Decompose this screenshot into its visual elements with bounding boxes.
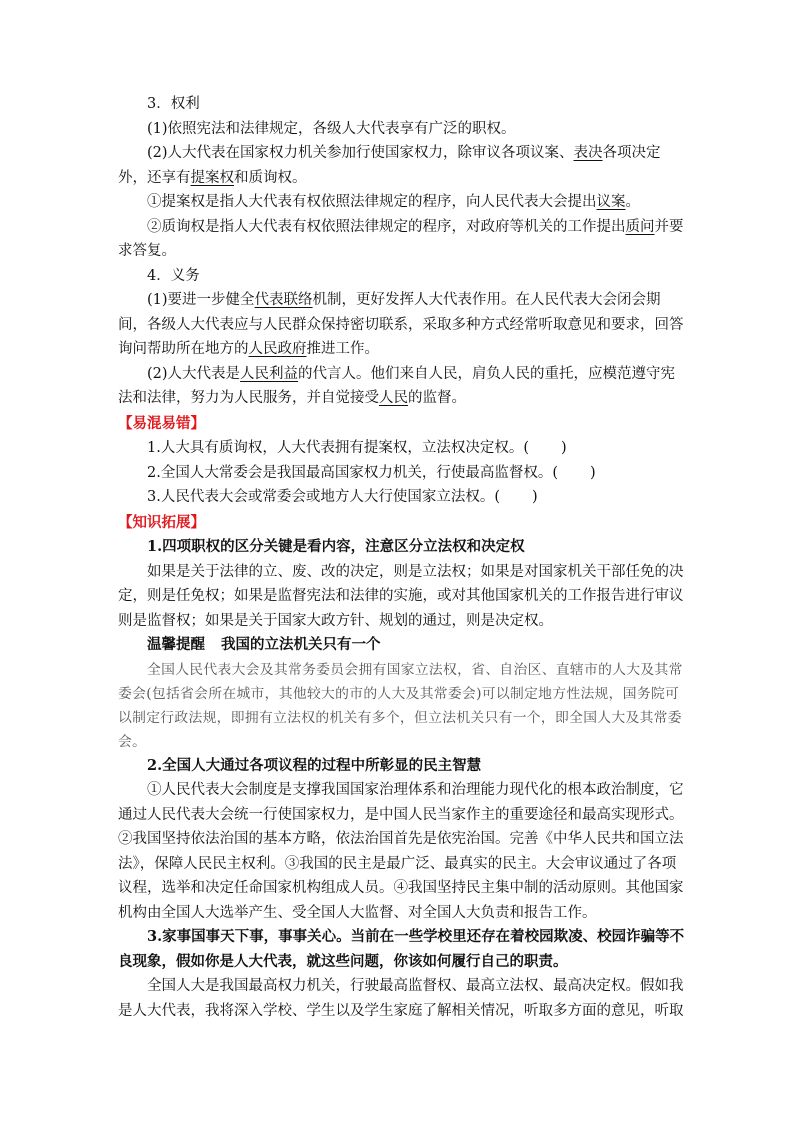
- underlined-term-people-interest: 人民利益: [240, 365, 299, 382]
- underlined-term-vote: 表决: [573, 145, 603, 161]
- tip-body: 全国人民代表大会及其常务委员会拥有国家立法权，省、自治区、直辖市的人大及其常委会(包括省会所在城市，其他较大的市的人大及其常委会)可以制定地方性法规，国务院可以制定行政法规，即拥有立法权的机关有多个，但立法机关只有一个，即全国人大及其常委会。: [118, 661, 683, 750]
- underlined-term-proposal-right: 提案权: [190, 169, 234, 186]
- extension-section-2-heading: 2.全国人大通过各项议程的过程中所彰显的民主智慧: [147, 756, 482, 774]
- confusion-question-3: 3.人民代表大会或常委会或地方人大行使国家立法权。( ): [147, 489, 538, 505]
- underlined-term-inquiry: 质问: [625, 218, 655, 235]
- rights-paragraph-3: ①提案权是指人大代表有权依照法律规定的程序，向人民代表大会提出议案。: [147, 194, 640, 210]
- document-page: [118, 92, 686, 1023]
- rights-paragraph-1: (1)依照宪法和法律规定，各级人大代表享有广泛的职权。: [147, 120, 516, 137]
- confusion-title: 【易混易错】: [118, 414, 205, 432]
- duties-paragraph-2: (2)人大代表是人民利益的代言人。他们来自人民，肩负人民的重托，应模范遵守宪法和法律，努力为人民服务，并自觉接受人民的监督。: [118, 365, 676, 406]
- underlined-term-bill: 议案: [596, 194, 626, 210]
- confusion-question-2: 2.全国人大常委会是我国最高国家权力机关，行使最高监督权。( ): [147, 464, 596, 481]
- underlined-term-people: 人民: [379, 390, 408, 406]
- extension-title: 【知识拓展】: [118, 513, 205, 531]
- tip-label: 温馨提醒: [147, 636, 205, 653]
- rights-paragraph-4: ②质询权是指人大代表有权依照法律规定的程序，对政府等机关的工作提出质问并要求答复。: [118, 218, 684, 259]
- extension-section-3-body: 全国人大是我国最高权力机关，行驶最高监督权、最高立法权、最高决定权。假如我是人大代表，我将深入学校、学生以及学生家庭了解相关情况，听取多方面的意见，听取: [118, 978, 684, 1019]
- duties-paragraph-1: (1)要进一步健全代表联络机制，更好发挥人大代表作用。在人民代表大会闭会期间，各级人大代表应与人民群众保持密切联系，采取多种方式经常听取意见和要求，回答询问帮助所在地方的人民政府推进工作。: [118, 292, 684, 357]
- extension-section-3-heading: 3.家事国事天下事，事事关心。当前在一些学校里还存在着校园欺凌、校园诈骗等不良现象，假如你是人大代表，就这些问题，你该如何履行自己的职责。: [118, 928, 685, 970]
- underlined-term-government: 人民政府: [248, 341, 307, 357]
- extension-section-1-body: 如果是关于法律的立、废、改的决定，则是立法权；如果是对国家机关干部任免的决定，则是任免权；如果是监督宪法和法律的实施，或对其他国家机关的工作报告进行审议则是监督权；如果是关于国家大政方针、规划的通过，则是决定权。: [118, 563, 684, 629]
- extension-section-1-heading: 1.四项职权的区分关键是看内容，注意区分立法权和决定权: [147, 538, 525, 555]
- extension-section-2-body: ①人民代表大会制度是支撑我国国家治理体系和治理能力现代化的根本政治制度，它通过人民代表大会统一行使国家权力，是中国人民当家作主的重要途径和最高实现形式。②我国坚持依法治国的基本方略，依法治国首先是依宪治国。完善《中华人民共和国立法法》，保障人民民主权利。③我国的民主是最广泛、最真实的民主。大会审议通过了各项议程，选举和决定任命国家机构组成人员。④我国坚持民主集中制的活动原则。其他国家机构由全国人大选举产生、受全国人大监督、对全国人大负责和报告工作。: [118, 782, 684, 921]
- tip-heading: [118, 633, 686, 658]
- confusion-question-1: 1.人大具有质询权，人大代表拥有提案权，立法权决定权。( ): [147, 440, 567, 456]
- rights-paragraph-2: (2)人大代表在国家权力机关参加行使国家权力，除审议各项议案、表决各项决定外，还享有提案权和质询权。: [118, 145, 661, 186]
- rights-heading: 3．权利: [147, 96, 200, 112]
- underlined-term-liaison: 代表联络: [254, 292, 313, 308]
- duties-heading: 4．义务: [147, 267, 200, 284]
- tip-title: 我国的立法机关只有一个: [221, 636, 381, 653]
